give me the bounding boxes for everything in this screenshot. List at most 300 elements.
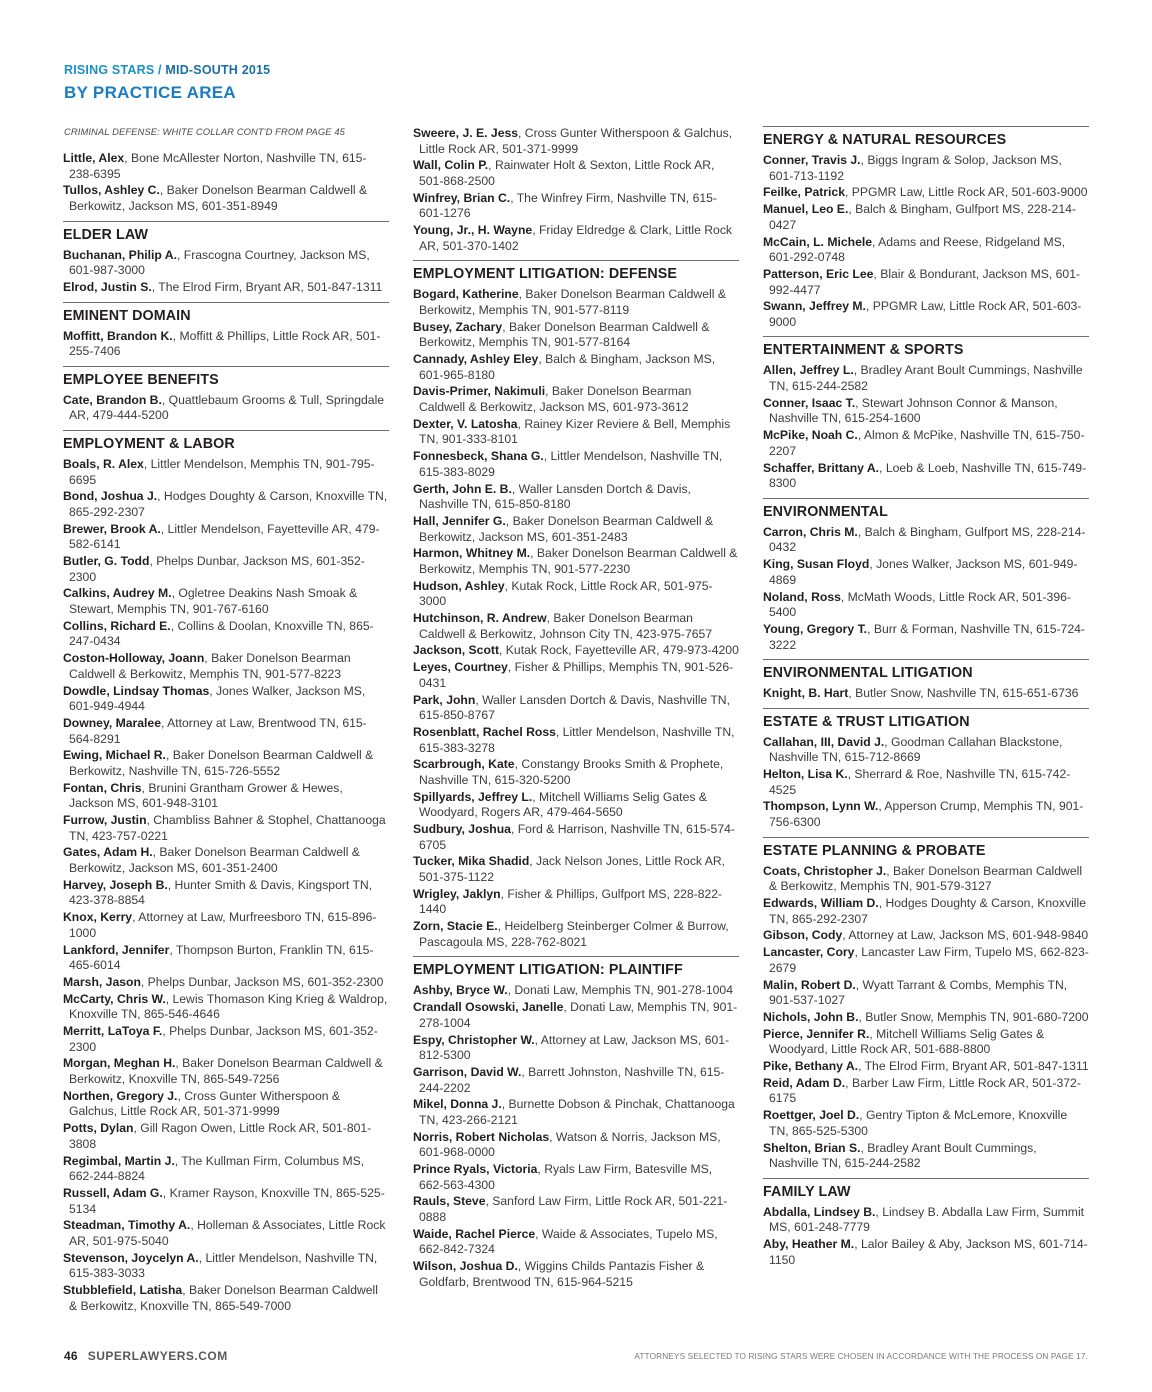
lawyer-name: Harmon, Whitney M. (413, 546, 531, 561)
lawyer-entry (413, 822, 739, 853)
kicker-prefix: RISING STARS (64, 63, 155, 77)
lawyer-details: , Baker Donelson Bearman Caldwell & Berkowitz, Johnson City TN, 423-975-7657 (419, 611, 713, 641)
lawyer-name: Manuel, Leo E. (763, 202, 849, 217)
lawyer-name: Regimbal, Martin J. (63, 1153, 175, 1168)
lawyer-name: Northen, Gregory J. (63, 1088, 178, 1103)
lawyer-details: , Mitchell Williams Selig Gates & Woodyard, Little Rock AR, 501-688-8800 (769, 1026, 1045, 1057)
lawyer-entry (63, 489, 389, 520)
lawyer-name: Bogard, Katherine (413, 287, 519, 302)
lawyer-entry (413, 449, 739, 480)
lawyer-details: , Collins & Doolan, Knoxville TN, 865-247-0434 (69, 618, 374, 649)
lawyer-name: Pierce, Jennifer R. (763, 1026, 870, 1041)
lawyer-entry (413, 887, 739, 918)
lawyer-entry (763, 1010, 1089, 1026)
lawyer-entry (63, 748, 389, 779)
lawyer-entry (413, 223, 739, 254)
lawyer-entry (413, 579, 739, 610)
lawyer-entry (63, 280, 389, 296)
lawyer-name: Nichols, John B. (763, 1009, 859, 1024)
lawyer-details: , Waller Lansden Dortch & Davis, Nashville TN, 615-850-8180 (419, 481, 691, 512)
lawyer-entry (413, 1033, 739, 1064)
lawyer-name: Roettger, Joel D. (763, 1108, 860, 1123)
lawyer-name: Young, Gregory T. (763, 621, 868, 636)
lawyer-details: , Kutak Rock, Little Rock AR, 501-975-3000 (419, 578, 713, 609)
lawyer-name: Tullos, Ashley C. (63, 183, 160, 198)
lawyer-entry (763, 864, 1089, 895)
lawyer-entry (63, 910, 389, 941)
lawyer-entry (763, 235, 1089, 266)
lawyer-details: , Waller Lansden Dortch & Davis, Nashville TN, 615-850-8767 (419, 692, 730, 723)
lawyer-name: Morgan, Meghan H. (63, 1056, 176, 1071)
lawyer-entry (763, 396, 1089, 427)
lawyer-details: , Balch & Bingham, Gulfport MS, 228-214-0427 (769, 202, 1076, 232)
lawyer-details: , Phelps Dunbar, Jackson MS, 601-352-2300 (69, 554, 365, 584)
lawyer-entry (413, 854, 739, 885)
lawyer-name: Dexter, V. Latosha (413, 416, 518, 431)
lawyer-name: Marsh, Jason (63, 974, 141, 989)
lawyer-entry (413, 384, 739, 415)
lawyer-name: Coston-Holloway, Joann (63, 651, 205, 666)
continued-note: CRIMINAL DEFENSE: WHITE COLLAR CONT'D FROM PAGE 45 (64, 126, 345, 137)
lawyer-name: Spillyards, Jeffrey L. (413, 789, 533, 804)
lawyer-entry (63, 393, 389, 424)
lawyer-entry (763, 928, 1089, 944)
lawyer-details: , Littler Mendelson, Nashville TN, 615-383-3278 (419, 724, 735, 755)
lawyer-details: , Lalor Bailey & Aby, Jackson MS, 601-714-1150 (769, 1237, 1088, 1267)
lawyer-details: , Lancaster Law Firm, Tupelo MS, 662-823-2679 (769, 945, 1089, 975)
lawyer-entry (413, 352, 739, 383)
lawyer-entry (63, 1024, 389, 1055)
lawyer-name: Furrow, Justin (63, 813, 147, 828)
lawyer-entry (63, 1218, 389, 1249)
lawyer-details: , Blair & Bondurant, Jackson MS, 601-992-4477 (769, 266, 1081, 297)
lawyer-entry (413, 1227, 739, 1258)
lawyer-details: , Watson & Norris, Jackson MS, 601-968-0000 (419, 1129, 721, 1160)
lawyer-details: , Baker Donelson Bearman Caldwell & Berkowitz, Memphis TN, 901-579-3127 (769, 863, 1083, 894)
lawyer-name: Edwards, William D. (763, 896, 879, 910)
lawyer-name: Rosenblatt, Rachel Ross (413, 724, 556, 739)
lawyer-name: Thompson, Lynn W. (763, 799, 879, 814)
lawyer-entry (413, 287, 739, 318)
column-2-body (413, 126, 739, 1290)
category-estate-planning-probate (763, 837, 1089, 1172)
lawyer-entry (413, 1259, 739, 1290)
lawyer-entry (413, 660, 739, 691)
category-environmental-litigation (763, 659, 1089, 702)
category-title: EMPLOYMENT LITIGATION: DEFENSE (413, 266, 678, 283)
lawyer-details: , Baker Donelson Bearman Caldwell & Berkowitz, Jackson MS, 601-351-8949 (69, 183, 368, 213)
lawyer-entry (763, 622, 1089, 653)
lawyer-name: Davis-Primer, Nakimuli (413, 384, 546, 399)
lawyer-details: , Fisher & Phillips, Gulfport MS, 228-822-1440 (419, 886, 723, 917)
lawyer-name: Wrigley, Jaklyn (413, 886, 501, 901)
lawyer-details: , Chambliss Bahner & Stophel, Chattanooga TN, 423-757-0221 (69, 813, 386, 843)
lawyer-entry (413, 158, 739, 189)
lawyer-details: , Apperson Crump, Memphis TN, 901-756-6300 (769, 799, 1084, 830)
column-3-body (763, 126, 1089, 1268)
lawyer-details: , Almon & McPike, Nashville TN, 615-750-2207 (769, 428, 1085, 458)
lawyer-details: , Attorney at Law, Jackson MS, 601-948-9840 (842, 928, 1089, 943)
category-title: ESTATE PLANNING & PROBATE (763, 842, 986, 859)
lawyer-entry (763, 363, 1089, 394)
page-title: BY PRACTICE AREA (64, 83, 236, 102)
lawyer-name: Swann, Jeffrey M. (763, 299, 866, 314)
lawyer-entry (763, 1141, 1089, 1172)
category-title: EMPLOYEE BENEFITS (63, 371, 219, 388)
category-title: ENERGY & NATURAL RESOURCES (763, 132, 1007, 148)
lawyer-name: Mikel, Donna J. (413, 1097, 502, 1112)
lawyer-name: Norris, Robert Nicholas (413, 1129, 550, 1144)
lawyer-entry (63, 522, 389, 553)
lawyer-name: Brewer, Brook A. (63, 521, 161, 536)
lawyer-name: Dowdle, Lindsay Thomas (63, 683, 210, 698)
lawyer-details: , The Elrod Firm, Bryant AR, 501-847-1311 (858, 1059, 1089, 1074)
lawyer-entry (63, 554, 389, 585)
lawyer-entry (63, 1251, 389, 1282)
lawyer-details: , Kramer Rayson, Knoxville TN, 865-525-5134 (69, 1185, 385, 1216)
lawyer-name: Callahan, III, David J. (763, 734, 885, 749)
lawyer-details: , Barrett Johnston, Nashville TN, 615-244-2202 (419, 1064, 725, 1095)
lawyer-entry (413, 611, 739, 642)
lawyer-entry (63, 845, 389, 876)
lawyer-entry (63, 151, 389, 182)
lawyer-entry (763, 978, 1089, 1009)
lawyer-name: Stevenson, Joycelyn A. (63, 1250, 199, 1265)
footer-disclaimer: ATTORNEYS SELECTED TO RISING STARS WERE CHOSEN IN ACCORDANCE WITH THE PROCESS ON PAGE 17. (634, 1351, 1088, 1361)
lawyer-entry (763, 525, 1089, 556)
lawyer-details: , The Winfrey Firm, Nashville TN, 615-601-1276 (419, 190, 717, 221)
category-energy-natural-resources (763, 126, 1089, 330)
lawyer-details: , Wyatt Tarrant & Combs, Memphis TN, 901-537-1027 (769, 977, 1068, 1008)
lawyer-details: , Balch & Bingham, Jackson MS, 601-965-8180 (419, 352, 716, 382)
continued-entries (63, 151, 389, 215)
lawyer-name: Cannady, Ashley Eley (413, 352, 539, 367)
lawyer-details: , Cross Gunter Witherspoon & Galchus, Little Rock AR, 501-371-9999 (69, 1088, 341, 1119)
lawyer-name: Patterson, Eric Lee (763, 266, 874, 281)
lawyer-name: Busey, Zachary (413, 319, 503, 334)
category-entertainment-sports (763, 336, 1089, 491)
lawyer-details: , Moffitt & Phillips, Little Rock AR, 501-255-7406 (69, 328, 381, 359)
lawyer-entry (413, 983, 739, 999)
lawyer-name: King, Susan Floyd (763, 557, 870, 572)
lawyer-name: Tucker, Mika Shadid (413, 854, 530, 869)
category-title: FAMILY LAW (763, 1183, 851, 1200)
lawyer-entry (63, 248, 389, 279)
lawyer-entry (413, 126, 739, 157)
lawyer-name: Coats, Christopher J. (763, 863, 887, 878)
lawyer-details: , Friday Eldredge & Clark, Little Rock AR, 501-370-1402 (419, 223, 733, 253)
lawyer-entry (413, 1162, 739, 1193)
lawyer-details: , Baker Donelson Bearman Caldwell & Berkowitz, Memphis TN, 901-577-8119 (419, 287, 726, 317)
lawyer-details: , Loeb & Loeb, Nashville TN, 615-749-8300 (769, 460, 1087, 491)
lawyer-details: , Barber Law Firm, Little Rock AR, 501-372-6175 (769, 1075, 1081, 1106)
lawyer-name: Carron, Chris M. (763, 524, 858, 539)
category-title: ESTATE & TRUST LITIGATION (763, 713, 970, 730)
lawyer-name: Moffitt, Brandon K. (63, 328, 173, 343)
lawyer-entry (413, 482, 739, 513)
category-elder-law (63, 221, 389, 296)
lawyer-details: , Littler Mendelson, Nashville TN, 615-383-3033 (69, 1250, 378, 1281)
lawyer-name: Hall, Jennifer G. (413, 513, 506, 528)
lawyer-details: , Bradley Arant Boult Cummings, Nashville TN, 615-244-2582 (769, 1140, 1037, 1171)
lawyer-details: , Fisher & Phillips, Memphis TN, 901-526-0431 (419, 660, 734, 690)
lawyer-details: , Attorney at Law, Murfreesboro TN, 615-896-1000 (69, 910, 377, 940)
lawyer-name: Knox, Kerry (63, 910, 133, 925)
lawyer-name: Boals, R. Alex (63, 456, 144, 471)
lawyer-details: , Baker Donelson Bearman Caldwell & Berkowitz, Jackson MS, 601-973-3612 (419, 384, 692, 415)
lawyer-entry (763, 799, 1089, 830)
site-link[interactable]: SUPERLAWYERS.COM (87, 1349, 228, 1363)
lawyer-details: , Hodges Doughty & Carson, Knoxville TN, 865-292-2307 (769, 896, 1086, 926)
lawyer-details: , Lewis Thomason King Krieg & Waldrop, Knoxville TN, 865-546-4646 (69, 991, 388, 1022)
lawyer-name: Steadman, Timothy A. (63, 1218, 191, 1233)
lawyer-entry (763, 896, 1089, 927)
lawyer-name: Garrison, David W. (413, 1064, 522, 1079)
lawyer-name: Bond, Joshua J. (63, 489, 158, 504)
lawyer-details: , Frascogna Courtney, Jackson MS, 601-987-3000 (69, 247, 370, 278)
lawyer-details: , Littler Mendelson, Memphis TN, 901-795-6695 (69, 456, 375, 487)
lawyer-entry (763, 1076, 1089, 1107)
lawyer-entry (63, 684, 389, 715)
lawyer-details: , Butler Snow, Nashville TN, 615-651-6736 (848, 686, 1079, 701)
lawyer-entry (763, 153, 1089, 184)
lawyer-entry (413, 1130, 739, 1161)
kicker-region: MID-SOUTH 2015 (165, 63, 271, 77)
lawyer-name: Reid, Adam D. (763, 1075, 846, 1090)
lawyer-details: , The Kullman Firm, Columbus MS, 662-244-8824 (69, 1153, 365, 1184)
lawyer-details: , Rainey Kizer Reviere & Bell, Memphis TN, 901-333-8101 (419, 416, 731, 447)
lawyer-entry (763, 461, 1089, 492)
lawyer-entry (413, 417, 739, 448)
lawyer-name: Zorn, Stacie E. (413, 919, 498, 934)
lawyer-entry (63, 781, 389, 812)
lawyer-name: Espy, Christopher W. (413, 1032, 535, 1047)
lawyer-name: McCarty, Chris W. (63, 991, 166, 1006)
lawyer-name: Potts, Dylan (63, 1121, 134, 1136)
lawyer-name: Wilson, Joshua D. (413, 1259, 518, 1274)
lawyer-entry (63, 586, 389, 617)
page-kicker (64, 63, 270, 77)
lawyer-details: , Balch & Bingham, Gulfport MS, 228-214-0432 (769, 524, 1086, 555)
lawyer-details: , Baker Donelson Bearman Caldwell & Berkowitz, Memphis TN, 901-577-8223 (69, 651, 351, 681)
lawyer-details: , Jack Nelson Jones, Little Rock AR, 501-375-1122 (419, 854, 726, 885)
lawyer-details: , Phelps Dunbar, Jackson MS, 601-352-2300 (69, 1024, 378, 1054)
lawyer-details: , Waide & Associates, Tupelo MS, 662-842-7324 (419, 1226, 718, 1257)
category-title: EMPLOYMENT & LABOR (63, 435, 235, 452)
lawyer-entry (63, 1056, 389, 1087)
lawyer-entry (63, 457, 389, 488)
lawyer-name: Sweere, J. E. Jess (413, 126, 519, 140)
lawyer-name: Crandall Osowski, Janelle (413, 1000, 564, 1015)
lawyer-entry (763, 428, 1089, 459)
lawyer-name: Ashby, Bryce W. (413, 983, 508, 998)
lawyer-name: Russell, Adam G. (63, 1185, 163, 1200)
lawyer-entry (413, 546, 739, 577)
lawyer-entry (763, 1237, 1089, 1268)
lawyer-details: , Ryals Law Firm, Batesville MS, 662-563-4300 (419, 1162, 713, 1192)
lawyer-entry (413, 1194, 739, 1225)
column-3 (763, 126, 1089, 1270)
lawyer-entry (763, 1205, 1089, 1236)
category-title: EMINENT DOMAIN (63, 307, 191, 324)
lawyer-details: , PPGMR Law, Little Rock AR, 501-603-9000 (769, 299, 1082, 329)
lawyer-details: , Biggs Ingram & Solop, Jackson MS, 601-713-1192 (769, 153, 1062, 183)
lawyer-entry (63, 813, 389, 844)
lawyer-details: , Adams and Reese, Ridgeland MS, 601-292-0748 (769, 234, 1066, 265)
lawyer-name: Park, John (413, 692, 476, 707)
lawyer-details: , Sherrard & Roe, Nashville TN, 615-742-4525 (769, 767, 1071, 797)
lawyer-entry (63, 183, 389, 214)
lawyer-details: , Bradley Arant Boult Cummings, Nashville TN, 615-244-2582 (769, 363, 1083, 394)
lawyer-name: Conner, Isaac T. (763, 395, 856, 410)
lawyer-details: , Heidelberg Steinberger Colmer & Burrow, Pascagoula MS, 228-762-8021 (419, 919, 729, 949)
lawyer-details: , Burnette Dobson & Pinchak, Chattanooga TN, 423-266-2121 (419, 1097, 735, 1127)
lawyer-name: Harvey, Joseph B. (63, 877, 168, 892)
lawyer-details: , Attorney at Law, Brentwood TN, 615-564-8291 (69, 715, 367, 746)
lawyer-name: Gerth, John E. B. (413, 481, 512, 496)
category-family-law (763, 1178, 1089, 1269)
lawyer-details: , Mitchell Williams Selig Gates & Woodyard, Rogers AR, 479-464-5650 (419, 789, 707, 820)
lawyer-details: , Baker Donelson Bearman Caldwell & Berkowitz, Knoxville TN, 865-549-7256 (69, 1056, 383, 1087)
lawyer-entry (413, 693, 739, 724)
lawyer-details: , Butler Snow, Memphis TN, 901-680-7200 (858, 1009, 1089, 1024)
lawyer-details: , PPGMR Law, Little Rock AR, 501-603-9000 (844, 185, 1088, 200)
lawyer-entry (763, 686, 1089, 702)
lawyer-entry (413, 919, 739, 950)
lawyer-name: Sudbury, Joshua (413, 822, 511, 837)
lawyer-name: Wall, Colin P. (413, 158, 489, 173)
lawyer-entry (413, 1000, 739, 1031)
lawyer-entry (63, 943, 389, 974)
lawyer-details: , Burr & Forman, Nashville TN, 615-724-3222 (769, 621, 1085, 652)
lawyer-name: Lankford, Jennifer (63, 942, 170, 957)
lawyer-name: Stubblefield, Latisha (63, 1283, 183, 1298)
lawyer-details: , Lindsey B. Abdalla Law Firm, Summit MS, 601-248-7779 (769, 1204, 1085, 1235)
lawyer-entry (63, 878, 389, 909)
lawyer-details: , Ogletree Deakins Nash Smoak & Stewart, Memphis TN, 901-767-6160 (69, 586, 358, 616)
lawyer-name: Merritt, LaToya F. (63, 1024, 163, 1039)
lawyer-details: , Jones Walker, Jackson MS, 601-949-4944 (69, 683, 366, 714)
lawyer-entry (63, 1186, 389, 1217)
lawyer-entry (63, 1121, 389, 1152)
lawyer-name: Gibson, Cody (763, 928, 843, 943)
lawyer-details: , Littler Mendelson, Nashville TN, 615-383-8029 (419, 449, 723, 479)
lawyer-details: , Littler Mendelson, Fayetteville AR, 479-582-6141 (69, 521, 380, 552)
lawyer-name: Prince Ryals, Victoria (413, 1162, 538, 1177)
category-estate-trust-litigation (763, 708, 1089, 831)
lawyer-name: Schaffer, Brittany A. (763, 460, 880, 475)
lawyer-name: Feilke, Patrick (763, 185, 845, 200)
lawyer-name: Jackson, Scott (413, 643, 500, 658)
lawyer-details: , Attorney at Law, Jackson MS, 601-812-5300 (419, 1032, 730, 1063)
lawyer-entry (763, 557, 1089, 588)
lawyer-name: Calkins, Audrey M. (63, 586, 172, 601)
lawyer-details: , Thompson Burton, Franklin TN, 615-465-6014 (69, 942, 374, 973)
lawyer-details: , Gill Ragon Owen, Little Rock AR, 501-801-3808 (69, 1121, 372, 1151)
lawyer-details: , Jones Walker, Jackson MS, 601-949-4869 (769, 557, 1078, 587)
lawyer-details: , Bone McAllester Norton, Nashville TN, 615-238-6395 (69, 151, 367, 181)
lawyer-name: Little, Alex (63, 151, 125, 165)
lawyer-details: , Goodman Callahan Blackstone, Nashville TN, 615-712-8669 (769, 734, 1063, 765)
lawyer-details: , Brunini Grantham Grower & Hewes, Jackson MS, 601-948-3101 (69, 780, 343, 811)
lawyer-entry (63, 716, 389, 747)
lawyer-details: , Sanford Law Firm, Little Rock AR, 501-221-0888 (419, 1194, 728, 1225)
lawyer-name: Noland, Ross (763, 589, 841, 604)
lawyer-entry (413, 320, 739, 351)
lawyer-entry (763, 267, 1089, 298)
lawyer-name: Downey, Maralee (63, 715, 161, 730)
lawyer-details: , Stewart Johnson Connor & Manson, Nashville TN, 615-254-1600 (769, 395, 1058, 426)
lawyer-details: , Cross Gunter Witherspoon & Galchus, Little Rock AR, 501-371-9999 (419, 126, 733, 156)
lawyer-name: Lancaster, Cory (763, 945, 855, 960)
lawyer-entry (413, 643, 739, 659)
lawyer-name: Butler, G. Todd (63, 554, 150, 569)
category-title: ENTERTAINMENT & SPORTS (763, 342, 964, 359)
lawyer-entry (63, 329, 389, 360)
lawyer-name: Allen, Jeffrey L. (763, 363, 854, 378)
lawyer-details: , The Elrod Firm, Bryant AR, 501-847-1311 (151, 279, 383, 294)
footer (64, 1349, 228, 1363)
lawyer-details: , Kutak Rock, Fayetteville AR, 479-973-4200 (499, 643, 739, 658)
kicker-separator: / (154, 63, 166, 77)
lawyer-entry (413, 514, 739, 545)
lawyer-entry (63, 1089, 389, 1120)
lawyer-name: Hudson, Ashley (413, 578, 505, 593)
category-title: ENVIRONMENTAL (763, 503, 888, 520)
lawyer-details: , Holleman & Associates, Little Rock AR, 501-975-5040 (69, 1218, 386, 1248)
category-title: ENVIRONMENTAL LITIGATION (763, 665, 973, 682)
lawyer-details: , Baker Donelson Bearman Caldwell & Berkowitz, Memphis TN, 901-577-8164 (419, 319, 710, 350)
lawyer-name: Gates, Adam H. (63, 845, 153, 860)
lawyer-details: , Ford & Harrison, Nashville TN, 615-574-6705 (419, 822, 735, 852)
lawyer-name: Leyes, Courtney (413, 660, 508, 675)
lawyer-entry (763, 1059, 1089, 1075)
lawyer-details: , Donati Law, Memphis TN, 901-278-1004 (507, 983, 733, 998)
lawyer-name: Shelton, Brian S. (763, 1140, 861, 1155)
page-number: 46 (64, 1349, 78, 1363)
lawyer-details: , Baker Donelson Bearman Caldwell & Berkowitz, Nashville TN, 615-726-5552 (69, 748, 374, 778)
column-2 (413, 126, 739, 1292)
category-title: ELDER LAW (63, 226, 149, 243)
lawyer-name: Helton, Lisa K. (763, 767, 848, 782)
lawyer-name: Cate, Brandon B. (63, 392, 162, 407)
continued-entries (413, 126, 739, 254)
lawyer-name: Pike, Bethany A. (763, 1059, 859, 1074)
lawyer-entry (63, 1154, 389, 1185)
lawyer-entry (763, 299, 1089, 330)
lawyer-details: , Phelps Dunbar, Jackson MS, 601-352-2300 (140, 974, 384, 989)
lawyer-name: McCain, L. Michele (763, 234, 873, 249)
lawyer-name: McPike, Noah C. (763, 428, 858, 443)
category-title: EMPLOYMENT LITIGATION: PLAINTIFF (413, 962, 683, 979)
lawyer-entry (63, 619, 389, 650)
lawyer-details: , Wiggins Childs Pantazis Fisher & Goldfarb, Brentwood TN, 615-964-5215 (419, 1259, 705, 1289)
lawyer-details: , Baker Donelson Bearman Caldwell & Berkowitz, Memphis TN, 901-577-2230 (419, 546, 738, 576)
lawyer-name: Scarbrough, Kate (413, 757, 515, 772)
lawyer-details: , Rainwater Holt & Sexton, Little Rock AR, 501-868-2500 (419, 158, 715, 188)
lawyer-name: Buchanan, Philip A. (63, 247, 177, 262)
lawyer-details: , Gentry Tipton & McLemore, Knoxville TN, 865-525-5300 (769, 1108, 1068, 1138)
category-environmental (763, 498, 1089, 653)
lawyer-name: Fonnesbeck, Shana G. (413, 449, 544, 464)
lawyer-entry (763, 945, 1089, 976)
category-employment-litigation-defense (413, 260, 739, 950)
category-employment-labor (63, 430, 389, 1314)
lawyer-details: , Constangy Brooks Smith & Prophete, Nashville TN, 615-320-5200 (419, 757, 724, 787)
column-1 (63, 126, 389, 1315)
column-1-body (63, 151, 389, 1314)
lawyer-name: Abdalla, Lindsey B. (763, 1204, 876, 1219)
